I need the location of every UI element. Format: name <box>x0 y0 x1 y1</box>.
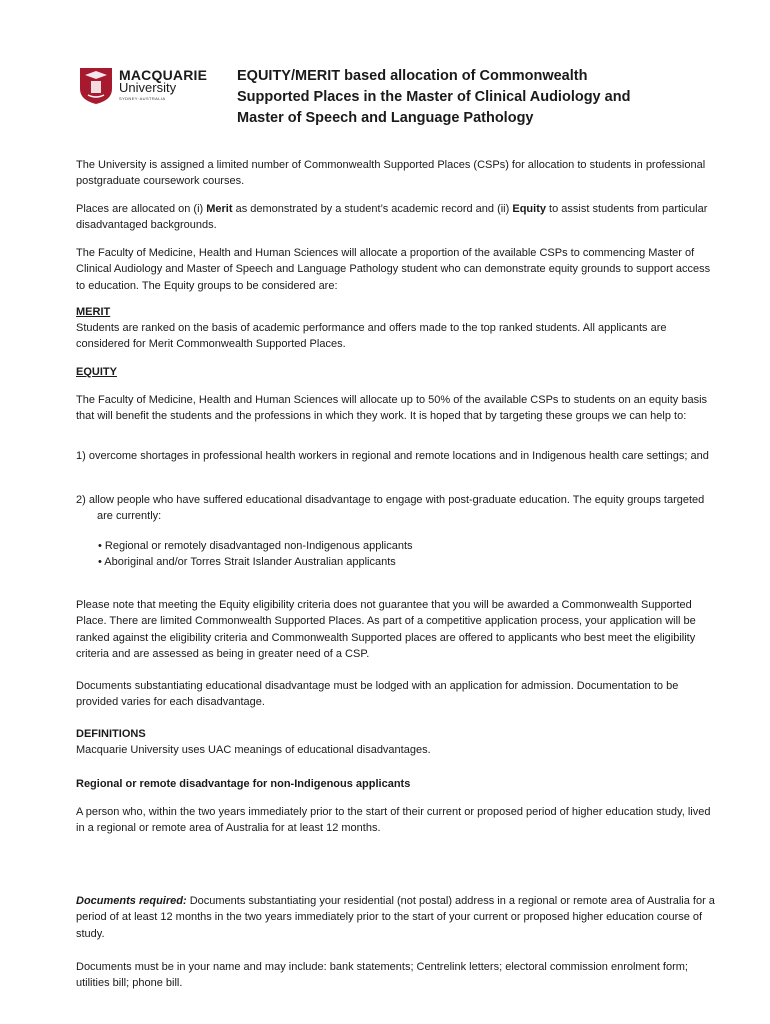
equity-bullet-2: • Aboriginal and/or Torres Strait Islander Australian applicants <box>98 556 396 568</box>
documents-required-text: Documents substantiating your residential (not postal) address in a regional or remote area of Australia for a period of at least 12 months in the two years immediately prior to the start of your current or proposed higher education course of study. <box>76 895 715 940</box>
shield-crest-icon <box>79 67 113 105</box>
documents-paragraph: Documents substantiating educational disadvantage must be lodged with an application for admission. Documentation to be provided varies for each disadvantage. <box>76 680 679 709</box>
equity-bullet-1: • Regional or remotely disadvantaged non-Indigenous applicants <box>98 540 413 552</box>
documents-list-paragraph: Documents must be in your name and may include: bank statements; Centrelink letters; electoral commission enrolment form; utilities bill; phone bill. <box>76 961 688 990</box>
logo-tagline: SYDNEY·AUSTRALIA <box>119 96 166 101</box>
equity-item-1: 1) overcome shortages in professional health workers in regional and remote locations and in Indigenous health care settings; and <box>76 450 709 462</box>
merit-term: Merit <box>206 203 233 215</box>
document-title: EQUITY/MERIT based allocation of Commonwealth Supported Places in the Master of Clinical Audiology and Master of Speech and Language Pathology <box>237 68 631 126</box>
regional-paragraph: A person who, within the two years immediately prior to the start of their current or proposed period of higher education study, lived in a regional or remote area of Australia for at least 12 months. <box>76 806 711 835</box>
equity-item-2: 2) allow people who have suffered educational disadvantage to engage with post-graduate education. The equity groups targeted are currently: <box>76 494 705 523</box>
allocation-mid: as demonstrated by a student’s academic record and (ii) <box>232 203 513 215</box>
equity-heading: EQUITY <box>76 366 117 378</box>
equity-term: Equity <box>512 203 546 215</box>
merit-paragraph: Students are ranked on the basis of academic performance and offers made to the top ranked students. All applicants are considered for Merit Commonwealth Supported Places. <box>76 322 667 351</box>
logo-name: MACQUARIE <box>119 67 208 83</box>
allocation-pre: Places are allocated on (i) <box>76 203 207 215</box>
merit-heading: MERIT <box>76 306 111 318</box>
equity-paragraph: The Faculty of Medicine, Health and Human Sciences will allocate up to 50% of the available CSPs to students on an equity basis that will benefit the students and the professions in which they work. It is hoped that by targeting these groups we can help to: <box>76 394 708 423</box>
allocation-paragraph <box>76 201 716 234</box>
definitions-heading: DEFINITIONS <box>76 728 146 740</box>
regional-heading: Regional or remote disadvantage for non-Indigenous applicants <box>76 778 411 790</box>
logo-sub: University <box>119 80 177 95</box>
definitions-paragraph: Macquarie University uses UAC meanings of educational disadvantages. <box>76 744 431 756</box>
allocation-post: to assist students from particular disadvantaged backgrounds. <box>76 203 708 232</box>
documents-required-label: Documents required: <box>76 895 187 907</box>
intro-paragraph: The University is assigned a limited number of Commonwealth Supported Places (CSPs) for allocation to students in professional postgraduate coursework courses. <box>76 159 706 188</box>
note-paragraph: Please note that meeting the Equity eligibility criteria does not guarantee that you will be awarded a Commonwealth Supported Place. There are limited Commonwealth Supported Places. As part of a competitive application process, your application will be ranked against the eligibility criteria and Commonwealth Supported places are offered to applicants who best meet the eligibility criteria and are assessed as being in greater need of a CSP. <box>76 599 696 661</box>
faculty-paragraph: The Faculty of Medicine, Health and Human Sciences will allocate a proportion of the available CSPs to commencing Master of Clinical Audiology and Master of Speech and Language Pathology student who can demonstrate equity grounds to support access to education. The Equity groups to be considered are: <box>76 247 711 292</box>
documents-required-paragraph <box>76 893 716 942</box>
university-logo <box>79 67 208 105</box>
